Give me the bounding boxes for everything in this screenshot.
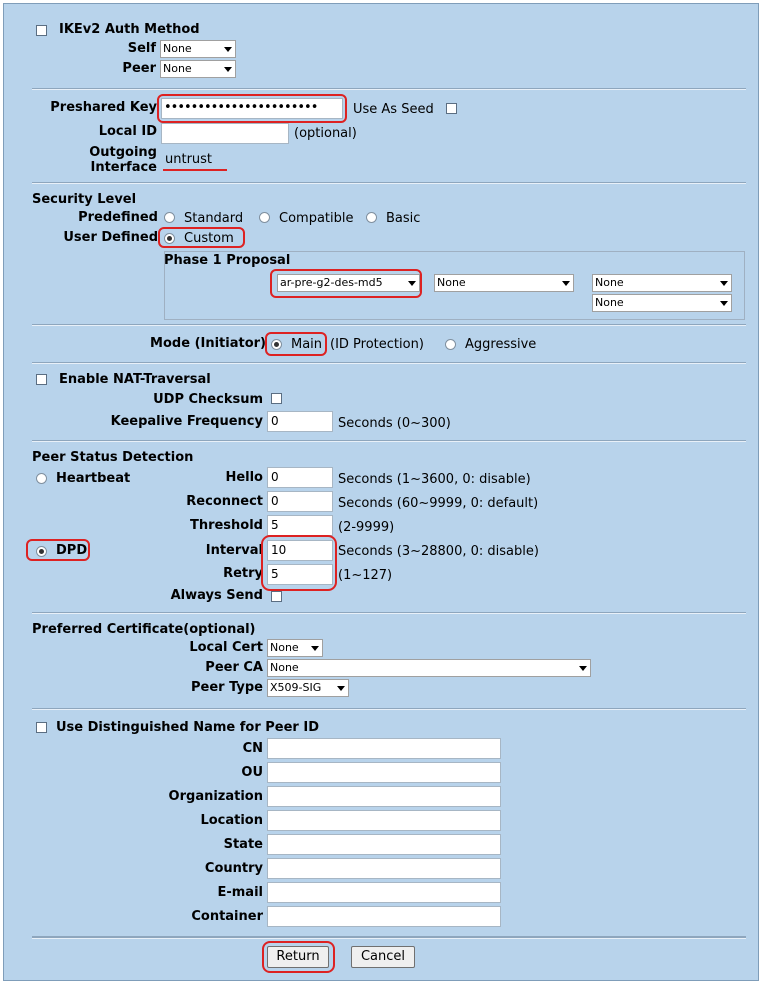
preshared-key-label: Preshared Key bbox=[50, 100, 157, 115]
local-id-hint: (optional) bbox=[294, 126, 357, 141]
hello-label: Hello bbox=[225, 470, 263, 485]
container-label: Container bbox=[191, 909, 263, 924]
threshold-hint: (2-9999) bbox=[338, 520, 395, 535]
highlight-preshared-key bbox=[157, 94, 347, 123]
highlight-underline-interface bbox=[163, 169, 227, 171]
compatible-label: Compatible bbox=[279, 211, 354, 226]
security-level-title: Security Level bbox=[32, 192, 137, 207]
outgoing-interface-label-1: Outgoing bbox=[89, 145, 157, 160]
email-label: E-mail bbox=[217, 885, 263, 900]
keepalive-input[interactable]: 0 bbox=[267, 411, 333, 432]
threshold-label: Threshold bbox=[189, 518, 263, 533]
divider bbox=[32, 324, 746, 326]
cn-input[interactable] bbox=[267, 738, 501, 759]
enable-nat-checkbox[interactable] bbox=[36, 374, 47, 385]
user-defined-label: User Defined bbox=[63, 230, 158, 245]
radio-standard[interactable] bbox=[164, 212, 175, 223]
keepalive-hint: Seconds (0~300) bbox=[338, 416, 451, 431]
highlight-dpd bbox=[26, 539, 90, 561]
preshared-key-input[interactable]: ••••••••••••••••••••••• bbox=[161, 98, 343, 119]
chevron-down-icon bbox=[311, 646, 319, 651]
retry-input[interactable]: 5 bbox=[267, 564, 333, 585]
radio-compatible[interactable] bbox=[259, 212, 270, 223]
outgoing-interface-label-2: Interface bbox=[90, 160, 157, 175]
proposal-select-2-value: None bbox=[437, 276, 466, 289]
retry-label: Retry bbox=[223, 566, 263, 581]
state-input[interactable] bbox=[267, 834, 501, 855]
divider bbox=[32, 440, 746, 442]
ou-label: OU bbox=[241, 765, 263, 780]
proposal-select-1-value: ar-pre-g2-des-md5 bbox=[280, 276, 383, 289]
outgoing-interface-value: untrust bbox=[165, 152, 213, 167]
use-as-seed-checkbox[interactable] bbox=[446, 103, 457, 114]
always-send-label: Always Send bbox=[170, 588, 263, 603]
radio-heartbeat[interactable] bbox=[36, 473, 47, 484]
threshold-input[interactable]: 5 bbox=[267, 515, 333, 536]
location-label: Location bbox=[200, 813, 263, 828]
phase1-proposal-title: Phase 1 Proposal bbox=[164, 253, 291, 268]
divider bbox=[32, 88, 746, 90]
country-input[interactable] bbox=[267, 858, 501, 879]
proposal-select-4-value: None bbox=[595, 296, 624, 309]
interval-hint: Seconds (3~28800, 0: disable) bbox=[338, 544, 539, 559]
proposal-select-2[interactable] bbox=[434, 274, 574, 292]
hello-hint: Seconds (1~3600, 0: disable) bbox=[338, 472, 531, 487]
mode-initiator-label: Mode (Initiator) bbox=[150, 336, 266, 351]
udp-checksum-label: UDP Checksum bbox=[153, 392, 263, 407]
divider bbox=[32, 708, 746, 710]
cn-label: CN bbox=[242, 741, 263, 756]
peer-type-select[interactable] bbox=[267, 679, 349, 697]
highlight-return bbox=[262, 941, 335, 973]
heartbeat-label: Heartbeat bbox=[56, 471, 131, 486]
reconnect-label: Reconnect bbox=[186, 494, 263, 509]
local-cert-label: Local Cert bbox=[189, 640, 263, 655]
custom-label: Custom bbox=[184, 231, 234, 246]
chevron-down-icon bbox=[720, 301, 728, 306]
peer-label: Peer bbox=[122, 61, 156, 76]
reconnect-hint: Seconds (60~9999, 0: default) bbox=[338, 496, 539, 511]
settings-panel bbox=[3, 3, 759, 981]
main-note: (ID Protection) bbox=[330, 337, 424, 352]
divider bbox=[32, 612, 746, 614]
peer-ca-select-value: None bbox=[270, 661, 299, 674]
self-select-value: None bbox=[163, 42, 192, 55]
chevron-down-icon bbox=[562, 281, 570, 286]
standard-label: Standard bbox=[184, 211, 244, 226]
peer-select-value: None bbox=[163, 62, 192, 75]
chevron-down-icon bbox=[720, 281, 728, 286]
chevron-down-icon bbox=[224, 47, 232, 52]
local-cert-select[interactable] bbox=[267, 639, 323, 657]
retry-hint: (1~127) bbox=[338, 568, 393, 583]
email-input[interactable] bbox=[267, 882, 501, 903]
highlight-proposal-1 bbox=[270, 269, 422, 298]
organization-label: Organization bbox=[168, 789, 263, 804]
ikev2-auth-label: IKEv2 Auth Method bbox=[59, 22, 200, 37]
cert-title: Preferred Certificate(optional) bbox=[32, 622, 256, 637]
return-button[interactable]: Return bbox=[267, 946, 329, 968]
basic-label: Basic bbox=[386, 211, 421, 226]
use-dn-checkbox[interactable] bbox=[36, 722, 47, 733]
local-id-label: Local ID bbox=[98, 124, 157, 139]
udp-checksum-checkbox[interactable] bbox=[271, 393, 282, 404]
peer-type-label: Peer Type bbox=[190, 680, 263, 695]
proposal-select-3-value: None bbox=[595, 276, 624, 289]
cancel-button[interactable]: Cancel bbox=[351, 946, 415, 968]
self-select[interactable] bbox=[160, 40, 236, 58]
use-dn-label: Use Distinguished Name for Peer ID bbox=[56, 720, 319, 735]
local-cert-select-value: None bbox=[270, 641, 299, 654]
peer-select[interactable] bbox=[160, 60, 236, 78]
keepalive-label: Keepalive Frequency bbox=[110, 414, 263, 429]
divider bbox=[32, 182, 746, 184]
radio-basic[interactable] bbox=[366, 212, 377, 223]
divider bbox=[32, 936, 746, 939]
highlight-interval-retry bbox=[261, 535, 337, 591]
proposal-select-4[interactable] bbox=[592, 294, 732, 312]
always-send-checkbox[interactable] bbox=[271, 591, 282, 602]
aggressive-label: Aggressive bbox=[465, 337, 537, 352]
dpd-label: DPD bbox=[56, 543, 88, 558]
self-label: Self bbox=[127, 41, 156, 56]
country-label: Country bbox=[204, 861, 263, 876]
enable-nat-label: Enable NAT-Traversal bbox=[59, 372, 211, 387]
ikev2-auth-checkbox[interactable] bbox=[36, 25, 47, 36]
location-input[interactable] bbox=[267, 810, 501, 831]
organization-input[interactable] bbox=[267, 786, 501, 807]
proposal-select-3[interactable] bbox=[592, 274, 732, 292]
container-input[interactable] bbox=[267, 906, 501, 927]
local-id-input[interactable] bbox=[161, 123, 289, 144]
state-label: State bbox=[223, 837, 263, 852]
chevron-down-icon bbox=[224, 67, 232, 72]
peer-type-select-value: X509-SIG bbox=[270, 681, 322, 694]
interval-input[interactable]: 10 bbox=[267, 540, 333, 561]
use-as-seed-label: Use As Seed bbox=[353, 102, 434, 117]
hello-input[interactable]: 0 bbox=[267, 467, 333, 488]
divider bbox=[32, 362, 746, 364]
radio-aggressive[interactable] bbox=[445, 339, 456, 350]
chevron-down-icon bbox=[337, 686, 345, 691]
chevron-down-icon bbox=[579, 666, 587, 671]
peer-ca-label: Peer CA bbox=[205, 660, 263, 675]
predefined-label: Predefined bbox=[78, 210, 158, 225]
psd-title: Peer Status Detection bbox=[32, 450, 194, 465]
highlight-custom bbox=[158, 227, 245, 248]
highlight-main bbox=[265, 332, 327, 356]
ou-input[interactable] bbox=[267, 762, 501, 783]
reconnect-input[interactable]: 0 bbox=[267, 491, 333, 512]
interval-label: Interval bbox=[205, 543, 263, 558]
main-label: Main bbox=[291, 337, 323, 352]
peer-ca-select[interactable] bbox=[267, 659, 591, 677]
